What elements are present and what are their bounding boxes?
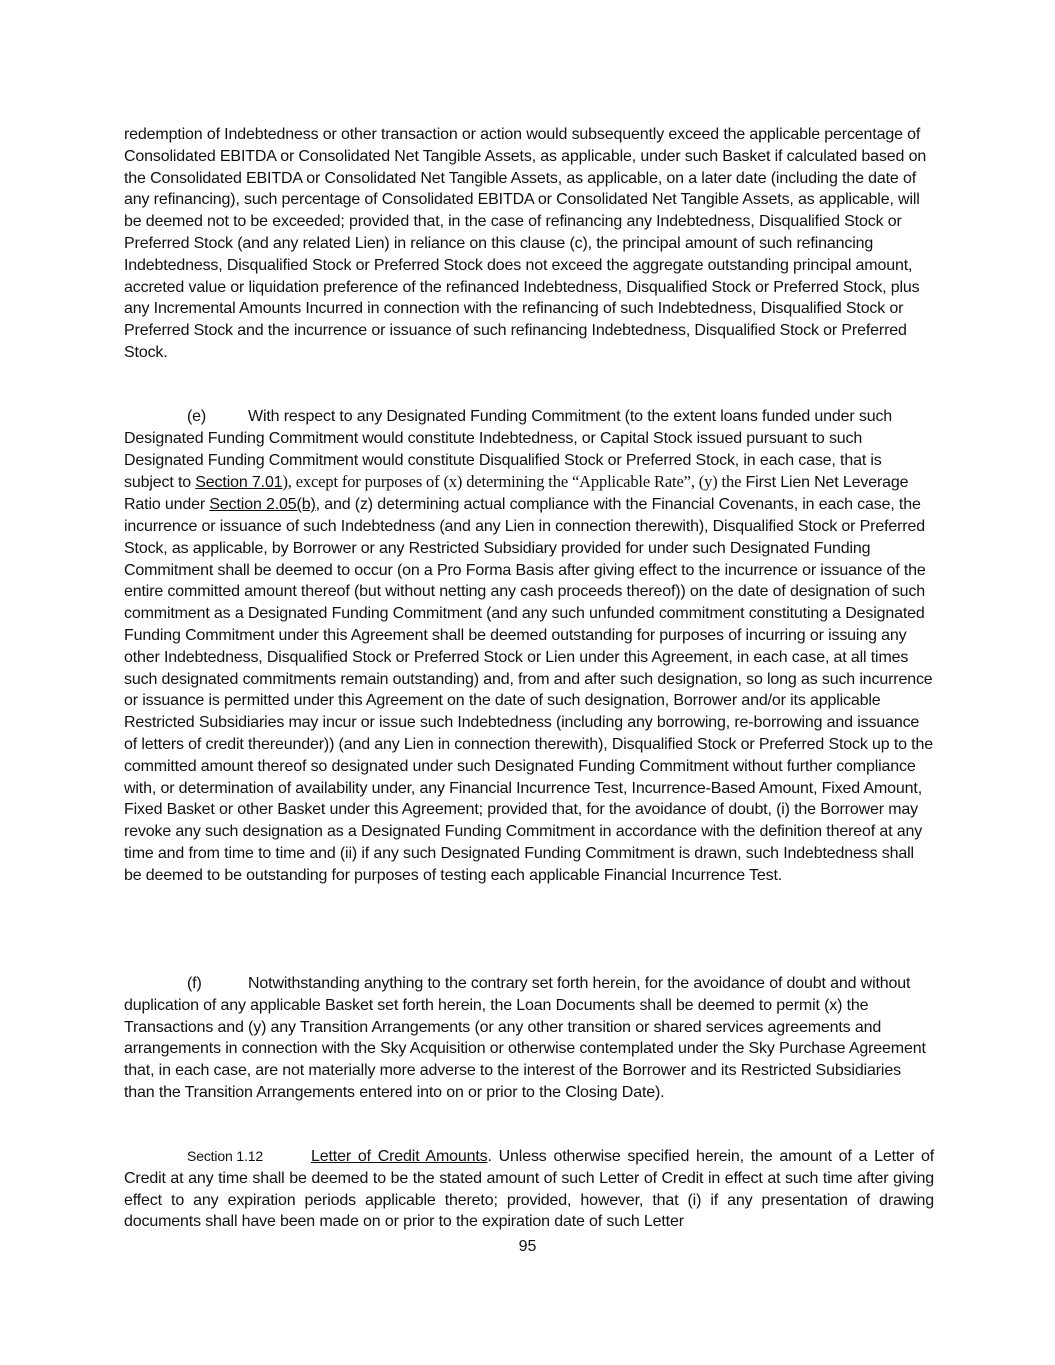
section-reference-2-05b[interactable]: Section 2.05(b) — [209, 496, 316, 514]
section-reference-7-01[interactable]: Section 7.01 — [195, 474, 283, 492]
section-number: Section 1.12 — [187, 1148, 264, 1164]
paragraph-continuation — [124, 124, 934, 364]
section-text: . Unless otherwise specified herein, the amount of a Letter of Credit at any time shall be deemed to be the stated amount of such Letter of Credit in effect at such time after giving effect to any expiration periods applicable thereto; provided, however, that (i) if any presentation of drawing documents shall have been made on or prior to the expiration date of such Letter — [124, 1148, 934, 1231]
section-title: Letter of Credit Amounts — [311, 1148, 488, 1165]
clause-label-e: (e) — [187, 408, 207, 425]
paragraph-text-serif: ), except for purposes of (x) determining the “Applicable Rate”, (y) the — [282, 472, 742, 492]
paragraph-f — [124, 973, 934, 1104]
paragraph-text: , and (z) determining actual compliance with the Financial Covenants, in each case, the incurrence or issuance of such Indebtedness (and any Lien in connection therewith), Disqualified Stock or Preferred Stock, as applicable, by Borrower or any Restricted Subsidiary provided for under such Designated Funding Commitment shall be deemed to occur (on a Pro Forma Basis after giving effect to the incurrence or issuance of the entire committed amount thereof (but without netting any cash proceeds thereof)) on the date of designation of such commitment as a Designated Funding Commitment (and any such unfunded commitment constituting a Designated Funding Commitment under this Agreement shall be deemed outstanding for purposes of incurring or issuing any other Indebtedness, Disqualified Stock or Preferred Stock or Lien under this Agreement, in each case, at all times such designated commitments remain outstanding) and, from and after such designation, so long as such incurrence or issuance is permitted under this Agreement on the date of such designation, Borrower and/or its applicable Restricted Subsidiaries may incur or issue such Indebtedness (including any borrowing, re-borrowing and issuance of letters of credit thereunder)) (and any Lien in connection therewith), Disqualified Stock or Preferred Stock up to the committed amount thereof so designated under such Designated Funding Commitment without further compliance with, or determination of availability under, any Financial Incurrence Test, Incurrence-Based Amount, Fixed Amount, Fixed Basket or other Basket under this Agreement; provided that, for the avoidance of doubt, (i) the Borrower may revoke any such designation as a Designated Funding Commitment in accordance with the definition thereof at any time and from time to time and (ii) if any such Designated Funding Commitment is drawn, such Indebtedness shall be deemed to be outstanding for purposes of testing each applicable Financial Incurrence Test. — [124, 496, 933, 884]
paragraph-text: With respect to any Designated Funding Commitment (to the extent loans funded under such Designated Funding Commitment would constitute Indebtedness, or Capital Stock issued pursuant to such Designated Funding Commitment would constitute Disqualified Stock or Preferred Stock, in each case, that is subject to — [124, 408, 893, 492]
clause-label-f: (f) — [187, 975, 202, 992]
paragraph-text: First Lien Net Leverage Ratio under — [124, 474, 909, 514]
page-number: 95 — [518, 1238, 537, 1255]
paragraph-text: Notwithstanding anything to the contrary set forth herein, for the avoidance of doubt and without duplication of any applicable Basket set forth herein, the Loan Documents shall be deemed to permit (x) the Transactions and (y) any Transition Arrangements (or any other transition or shared services agreements and arrangements in connection with the Sky Acquisition or otherwise contemplated under the Sky Purchase Agreement that, in each case, are not materially more adverse to the interest of the Borrower and its Restricted Subsidiaries than the Transition Arrangements entered into on or prior to the Closing Date). — [124, 975, 926, 1101]
paragraph-text: redemption of Indebtedness or other transaction or action would subsequently exceed the applicable percentage of Consolidated EBITDA or Consolidated Net Tangible Assets, as applicable, under such Basket if calculated based on the Consolidated EBITDA or Consolidated Net Tangible Assets, as applicable, on a later date (including the date of any refinancing), such percentage of Consolidated EBITDA or Consolidated Net Tangible Assets, as applicable, will be deemed not to be exceeded; provided that, in the case of refinancing any Indebtedness, Disqualified Stock or Preferred Stock (and any related Lien) in reliance on this clause (c), the principal amount of such refinancing Indebtedness, Disqualified Stock or Preferred Stock does not exceed the aggregate outstanding principal amount, accreted value or liquidation preference of the refinanced Indebtedness, Disqualified Stock or Preferred Stock, plus any Incremental Amounts Incurred in connection with the refinancing of such Indebtedness, Disqualified Stock or Preferred Stock and the incurrence or issuance of such refinancing Indebtedness, Disqualified Stock or Preferred Stock. — [124, 126, 927, 361]
section-1-12 — [124, 1146, 934, 1233]
paragraph-e — [124, 406, 934, 887]
